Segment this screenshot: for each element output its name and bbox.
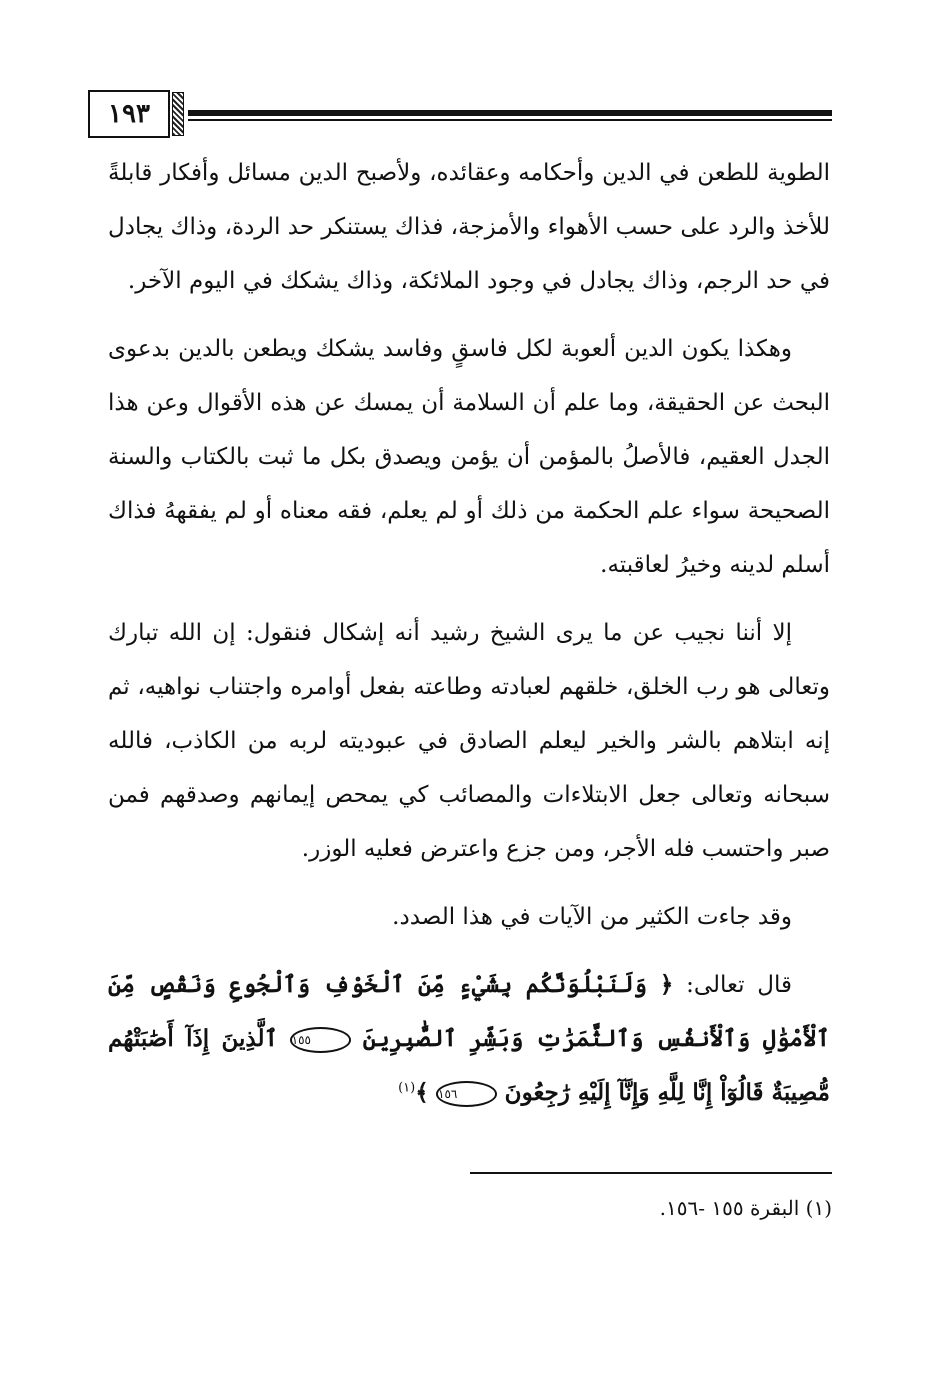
footnote-1: (١) البقرة ١٥٥ -١٥٦. <box>659 1196 832 1220</box>
header-ornament <box>172 92 184 136</box>
paragraph-2: وهكذا يكون الدين ألعوبة لكل فاسقٍ وفاسد يشكك ويطعن بالدين بدعوى البحث عن الحقيقة، وما علم أن السلامة أن يمسك عن هذه الأقوال وعن هذا الجدل العقيم، فالأصلُ بالمؤمن أن يؤمن ويصدق بكل ما ثبت بالكتاب والسنة الصحيحة سواء علم الحكمة من ذلك أو لم يعلم، فقه معناه أو لم يفقههُ فذاك أسلم لدينه وخيرُ لعاقبته. <box>108 336 830 578</box>
verse-part-2: ٱلَّذِينَ إِذَآ أَصَٰبَتْهُم مُّصِيبَةٌ قَالُوٓاْ إِنَّا لِلَّهِ وَإِنَّآ إِلَيْهِ رَٰجِعُونَ <box>108 1025 830 1106</box>
page-header <box>88 90 832 140</box>
footnote-marker: (١) <box>398 1080 416 1096</box>
header-rule-thick <box>188 110 832 116</box>
quote-intro: قال تعالى: <box>673 972 792 998</box>
footnote-separator <box>470 1172 832 1174</box>
verse-open-bracket: ﴿ <box>659 971 674 998</box>
paragraph-3: إلا أننا نجيب عن ما يرى الشيخ رشيد أنه إشكال فنقول: إن الله تبارك وتعالى هو رب الخلق، خلقهم لعبادته وطاعته بفعل أوامره واجتناب نواهيه، ثم إنه ابتلاهم بالشر والخير ليعلم الصادق في عبوديته لربه من الكاذب، فالله سبحانه وتعالى جعل الابتلاءات والمصائب كي يمحص إيمانهم وصدقهم فمن صبر واحتسب فله الأجر، ومن جزع واعترض فعليه الوزر. <box>108 620 830 862</box>
page-body <box>108 146 830 1134</box>
verse-close-bracket: ﴾ <box>415 1079 429 1106</box>
paragraph-4: وقد جاءت الكثير من الآيات في هذا الصدد. <box>392 904 792 930</box>
verse-part-1: وَلَنَبْلُوَنَّكُم بِشَيْءٍ مِّنَ ٱلْخَوْفِ وَٱلْجُوعِ وَنَقْصٍ مِّنَ ٱلْأَمْوَٰلِ وَٱلْأَنفُسِ وَٱلثَّمَرَٰتِ وَبَشِّرِ ٱلصَّٰبِرِينَ <box>108 971 830 1052</box>
paragraph-1: الطوية للطعن في الدين وأحكامه وعقائده، ولأصبح الدين مسائل وأفكار قابلةً للأخذ والرد على حسب الأهواء والأمزجة، فذاك يستنكر حد الردة، وذاك يجادل في حد الرجم، وذاك يجادل في وجود الملائكة، وذاك يشكك في اليوم الآخر. <box>108 160 830 294</box>
page-number: ١٩٣ <box>88 90 170 138</box>
header-rule-thin <box>188 119 832 121</box>
ayah-number-156: ١٥٦ <box>436 1081 497 1107</box>
quran-quote <box>108 958 830 1120</box>
ayah-number-155: ١٥٥ <box>290 1027 351 1053</box>
